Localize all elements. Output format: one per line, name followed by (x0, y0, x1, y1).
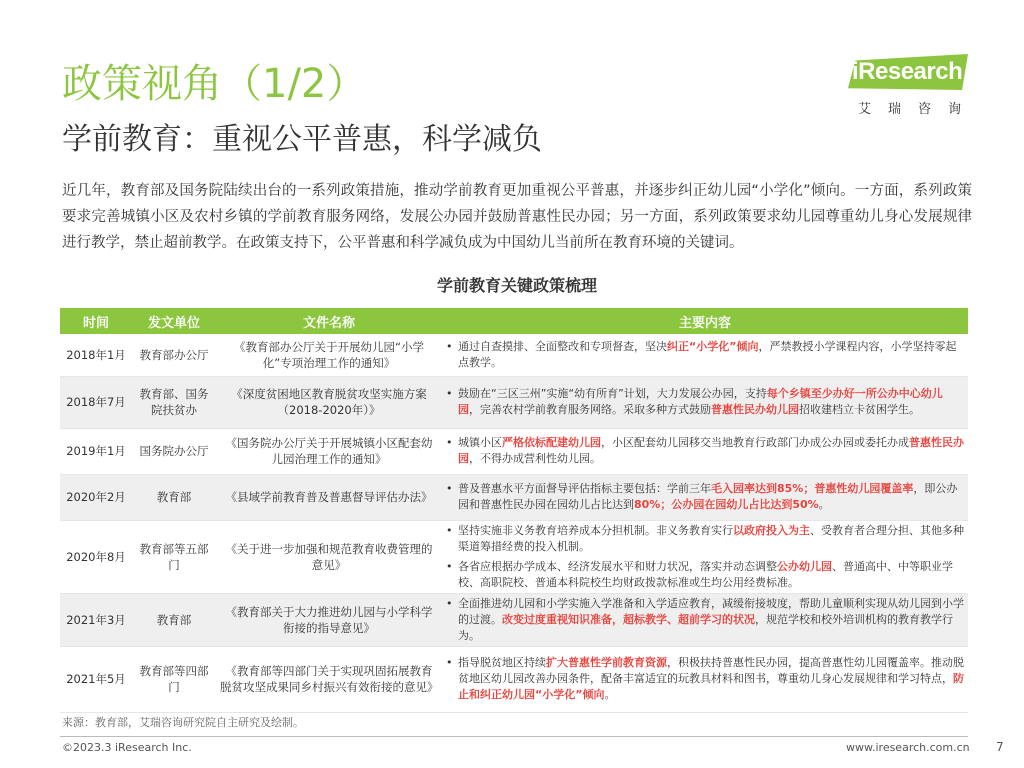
cell-content (442, 428, 968, 474)
cell-file: 《关于进一步加强和规范教育收费管理的意见》 (216, 520, 442, 593)
highlight-text: 以政府投入为主 (733, 523, 810, 537)
highlight-text: 改变过度重视知识准备，超标教学、超前学习的状况 (502, 612, 755, 626)
cell-file: 《深度贫困地区教育脱贫攻坚实施方案（2018-2020年）》 (216, 376, 442, 428)
cell-time: 2020年2月 (60, 474, 132, 520)
table-row (60, 428, 968, 474)
cell-content (442, 646, 968, 712)
cell-file: 《教育部等四部门关于实现巩固拓展教育脱贫攻坚成果同乡村振兴有效衔接的意见》 (216, 646, 442, 712)
content-text: 、普通高中、中等职业学校、高职院校、普通本科院校生均财政拨款标准或生均公用经费标准。 (458, 559, 953, 589)
highlight-text: 普惠性民办园 (458, 436, 964, 465)
table-header-row (60, 308, 968, 334)
cell-content (442, 334, 968, 376)
table-title: 学前教育关键政策梳理 (436, 276, 597, 295)
table-row (60, 376, 968, 428)
cell-file: 《县域学前教育普及普惠督导评估办法》 (216, 474, 442, 520)
page-subtitle: 学前教育：重视公平普惠，科学减负 (62, 122, 542, 157)
cell-content (442, 520, 968, 593)
cell-time: 2021年5月 (60, 646, 132, 712)
content-text: ，严禁教授小学课程内容，小学坚持零起点教学。 (458, 339, 957, 369)
table-row (60, 474, 968, 520)
content-text: 。 (604, 688, 616, 701)
content-bullet (446, 435, 964, 467)
logo-text: iResearch (852, 58, 963, 85)
cell-unit: 教育部等五部门 (132, 520, 216, 593)
content-bullet (446, 386, 964, 418)
content-bullet (446, 339, 964, 371)
highlight-text: 每个乡镇至少办好一所公办中心幼儿园 (458, 387, 943, 416)
highlight-text: 扩大普惠性学前教育资源 (546, 656, 667, 669)
cell-unit: 教育部、国务院扶贫办 (132, 376, 216, 428)
table-row (60, 646, 968, 712)
header-time: 时间 (60, 308, 132, 334)
content-text: ，即公办园和普惠性民办园在园幼儿占比达到 (458, 482, 958, 511)
table-body (60, 334, 968, 712)
content-bullet (446, 655, 964, 703)
table-row (60, 334, 968, 376)
cell-unit: 教育部 (132, 593, 216, 646)
content-text: ，不得办成营利性幼儿园。 (469, 452, 601, 465)
cell-unit: 教育部 (132, 474, 216, 520)
content-text: 坚持实施非义务教育培养成本分担机制。非义务教育实行 (458, 523, 733, 537)
cell-time: 2018年1月 (60, 334, 132, 376)
content-text: 鼓励在“三区三州”实施“幼有所育”计划，大力发展公办园，支持 (458, 387, 767, 400)
policy-table (60, 308, 968, 713)
cell-content (442, 474, 968, 520)
header-content: 主要内容 (442, 308, 968, 334)
cell-file: 《国务院办公厅关于开展城镇小区配套幼儿园治理工作的通知》 (216, 428, 442, 474)
content-bullet (446, 523, 964, 555)
highlight-text: 普惠性民办幼儿园 (711, 403, 799, 416)
copyright: ©2023.3 iResearch Inc. (62, 741, 192, 754)
cell-time: 2018年7月 (60, 376, 132, 428)
content-text: ，积极扶持普惠性民办园，提高普惠性幼儿园覆盖率。推动脱贫地区幼儿园改善办园条件，配备丰富适宜的玩教具材料和图书，尊重幼儿身心发展规律和学习特点， (458, 656, 964, 685)
highlight-text: 严格依标配建幼儿园 (502, 436, 601, 449)
content-bullet (446, 559, 964, 591)
cell-unit: 教育部等四部门 (132, 646, 216, 712)
content-text: 普及普惠水平方面督导评估指标主要包括：学前三年 (458, 482, 711, 495)
cell-unit: 国务院办公厅 (132, 428, 216, 474)
website: www.iresearch.com.cn (846, 741, 970, 754)
cell-file: 《教育部关于大力推进幼儿园与小学科学衔接的指导意见》 (216, 593, 442, 646)
highlight-text: 纠正“小学化”倾向 (667, 339, 759, 353)
page-number: 7 (996, 740, 1004, 754)
content-text: 招收建档立卡贫困学生。 (799, 403, 920, 416)
highlight-text: 毛入园率达到85%；普惠性幼儿园覆盖率 (711, 482, 914, 495)
content-bullet (446, 481, 964, 513)
cell-content (442, 376, 968, 428)
iresearch-logo (838, 54, 978, 120)
highlight-text: 80%；公办园在园幼儿占比达到50% (634, 498, 819, 511)
highlight-text: 公办幼儿园 (777, 559, 832, 573)
header-file: 文件名称 (216, 308, 442, 334)
cell-file: 《教育部办公厅关于开展幼儿园“小学化”专项治理工作的通知》 (216, 334, 442, 376)
highlight-text: 防止和纠正幼儿园“小学化”倾向 (458, 672, 964, 701)
logo-chinese-name: 艾瑞咨询 (858, 102, 979, 117)
content-text: ，小区配套幼儿园移交当地教育行政部门办成公办园或委托办成 (601, 436, 909, 449)
cell-unit: 教育部办公厅 (132, 334, 216, 376)
source-note: 来源：教育部，艾瑞咨询研究院自主研究及绘制。 (62, 716, 304, 729)
content-text: 指导脱贫地区持续 (458, 656, 546, 669)
content-text: 通过自查摸排、全面整改和专项督查，坚决 (458, 339, 667, 353)
cell-content (442, 593, 968, 646)
cell-time: 2021年3月 (60, 593, 132, 646)
footer-divider (60, 736, 968, 737)
header-unit: 发文单位 (132, 308, 216, 334)
content-text: 城镇小区 (458, 436, 502, 449)
content-bullet (446, 596, 964, 644)
content-text: 全面推进幼儿园和小学实施入学准备和入学适应教育，减缓衔接坡度，帮助儿童顺利实现从幼儿园到小学的过渡。 (458, 596, 964, 626)
intro-paragraph: 近几年，教育部及国务院陆续出台的一系列政策措施，推动学前教育更加重视公平普惠，并逐步纠正幼儿园“小学化”倾向。一方面，系列政策要求完善城镇小区及农村乡镇的学前教育服务网络，发展公办园并鼓励普惠性民办园；另一方面，系列政策要求幼儿园尊重幼儿身心发展规律进行教学，禁止超前教学。在政策支持下，公平普惠和科学减负成为中国幼儿当前所在教育环境的关键词。 (62, 183, 972, 251)
table-row (60, 593, 968, 646)
cell-time: 2019年1月 (60, 428, 132, 474)
content-text: ，完善农村学前教育服务网络。采取多种方式鼓励 (469, 403, 711, 416)
content-text: 、受教育者合理分担、其他多种渠道筹措经费的投入机制。 (458, 523, 964, 553)
content-text: 各省应根据办学成本、经济发展水平和财力状况，落实并动态调整 (458, 559, 777, 573)
table-row (60, 520, 968, 593)
page-title: 政策视角（1/2） (62, 61, 367, 107)
content-text: 。 (818, 498, 830, 511)
content-text: ，规范学校和校外培训机构的教育教学行为。 (458, 612, 953, 642)
cell-time: 2020年8月 (60, 520, 132, 593)
